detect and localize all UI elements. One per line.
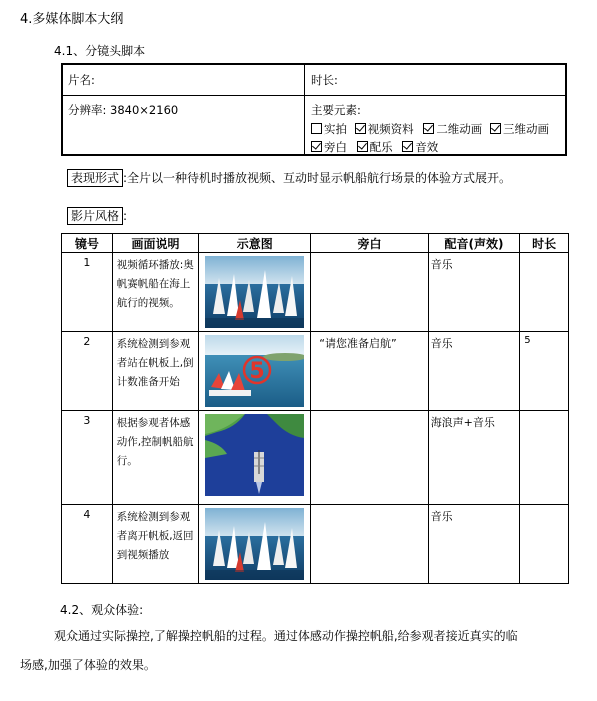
shot-narration bbox=[311, 253, 428, 332]
regatta-sailboats-image bbox=[205, 256, 304, 328]
column-header: 配音(声效) bbox=[428, 234, 520, 253]
duration-field-label: 时长: bbox=[311, 73, 338, 87]
script-info-box bbox=[61, 63, 567, 156]
column-header: 镜号 bbox=[62, 234, 113, 253]
shot-narration bbox=[311, 411, 428, 505]
checkbox-row-1 bbox=[311, 121, 549, 137]
checkbox-checked-icon[interactable] bbox=[311, 141, 322, 152]
checkbox-2d-animation[interactable]: 二维动画 bbox=[423, 122, 482, 136]
shot-thumbnail-cell bbox=[199, 505, 311, 584]
shot-duration bbox=[520, 253, 569, 332]
checkbox-sound-effects[interactable]: 音效 bbox=[402, 140, 438, 154]
film-style-row bbox=[67, 207, 127, 224]
table-row bbox=[62, 332, 569, 411]
shot-number: 4 bbox=[62, 505, 113, 584]
shot-thumbnail-cell bbox=[199, 332, 311, 411]
shot-description: 系统检测到参观者离开帆板,返回到视频播放 bbox=[112, 505, 199, 584]
subsection-heading-audience: 4.2、观众体验: bbox=[60, 603, 144, 617]
checkbox-checked-icon[interactable] bbox=[402, 141, 413, 152]
shot-narration bbox=[311, 505, 428, 584]
checkbox-icon[interactable] bbox=[311, 123, 322, 134]
regatta-sailboats-image bbox=[205, 508, 304, 580]
table-row bbox=[62, 505, 569, 584]
shot-audio: 音乐 bbox=[428, 505, 520, 584]
film-style-label: 影片风格 bbox=[67, 207, 123, 225]
film-style-text: : bbox=[123, 209, 128, 223]
shot-audio: 音乐 bbox=[428, 332, 520, 411]
checkbox-checked-icon[interactable] bbox=[355, 123, 366, 134]
checkbox-3d-animation[interactable]: 三维动画 bbox=[490, 122, 549, 136]
checkbox-live-action[interactable]: 实拍 bbox=[311, 122, 347, 136]
table-row bbox=[62, 253, 569, 332]
shot-number: 3 bbox=[62, 411, 113, 505]
presentation-form-text: :全片以一种待机时播放视频、互动时显示帆船航行场景的体验方式展开。 bbox=[123, 171, 512, 185]
shot-number: 2 bbox=[62, 332, 113, 411]
column-header: 时长 bbox=[520, 234, 569, 253]
checkbox-video-footage[interactable]: 视频资料 bbox=[355, 122, 414, 136]
audience-paragraph-line-1: 观众通过实际操控,了解操控帆船的过程。通过体感动作操控帆船,给参观者接近真实的临 bbox=[54, 629, 518, 643]
shot-duration bbox=[520, 411, 569, 505]
checkbox-music[interactable]: 配乐 bbox=[357, 140, 393, 154]
column-header: 画面说明 bbox=[112, 234, 199, 253]
storyboard-table bbox=[61, 233, 569, 584]
shot-description: 根据参观者体感动作,控制帆船航行。 bbox=[112, 411, 199, 505]
shot-narration: “请您准备启航” bbox=[311, 332, 428, 411]
shot-audio: 音乐 bbox=[428, 253, 520, 332]
presentation-form-label: 表现形式 bbox=[67, 169, 123, 187]
checkbox-narration[interactable]: 旁白 bbox=[311, 140, 347, 154]
checkbox-checked-icon[interactable] bbox=[357, 141, 368, 152]
shot-number: 1 bbox=[62, 253, 113, 332]
checkbox-checked-icon[interactable] bbox=[490, 123, 501, 134]
shot-thumbnail-cell bbox=[199, 411, 311, 505]
shot-duration bbox=[520, 505, 569, 584]
checkbox-checked-icon[interactable] bbox=[423, 123, 434, 134]
section-heading: 4.多媒体脚本大纲 bbox=[20, 12, 124, 27]
presentation-form-row bbox=[67, 169, 511, 186]
column-header: 旁白 bbox=[311, 234, 428, 253]
table-header-row bbox=[62, 234, 569, 253]
shot-description: 视频循环播放:奥帆赛帆船在海上航行的视频。 bbox=[112, 253, 199, 332]
shot-description: 系统检测到参观者站在帆板上,倒计数准备开始 bbox=[112, 332, 199, 411]
shot-thumbnail-cell bbox=[199, 253, 311, 332]
table-row bbox=[62, 411, 569, 505]
column-header: 示意图 bbox=[199, 234, 311, 253]
shot-audio: 海浪声+音乐 bbox=[428, 411, 520, 505]
resolution-label: 分辨率: 3840×2160 bbox=[68, 103, 179, 117]
countdown-5-image bbox=[205, 335, 304, 407]
shot-duration: 5 bbox=[520, 332, 569, 411]
audience-paragraph-line-2: 场感,加强了体验的效果。 bbox=[20, 658, 156, 672]
sailing-game-image bbox=[205, 414, 304, 496]
countdown-number: 5 bbox=[249, 359, 265, 384]
title-field-label: 片名: bbox=[68, 73, 95, 87]
subsection-heading: 4.1、分镜头脚本 bbox=[54, 44, 146, 58]
elements-label: 主要元素: bbox=[311, 103, 361, 117]
checkbox-row-2 bbox=[311, 139, 438, 155]
